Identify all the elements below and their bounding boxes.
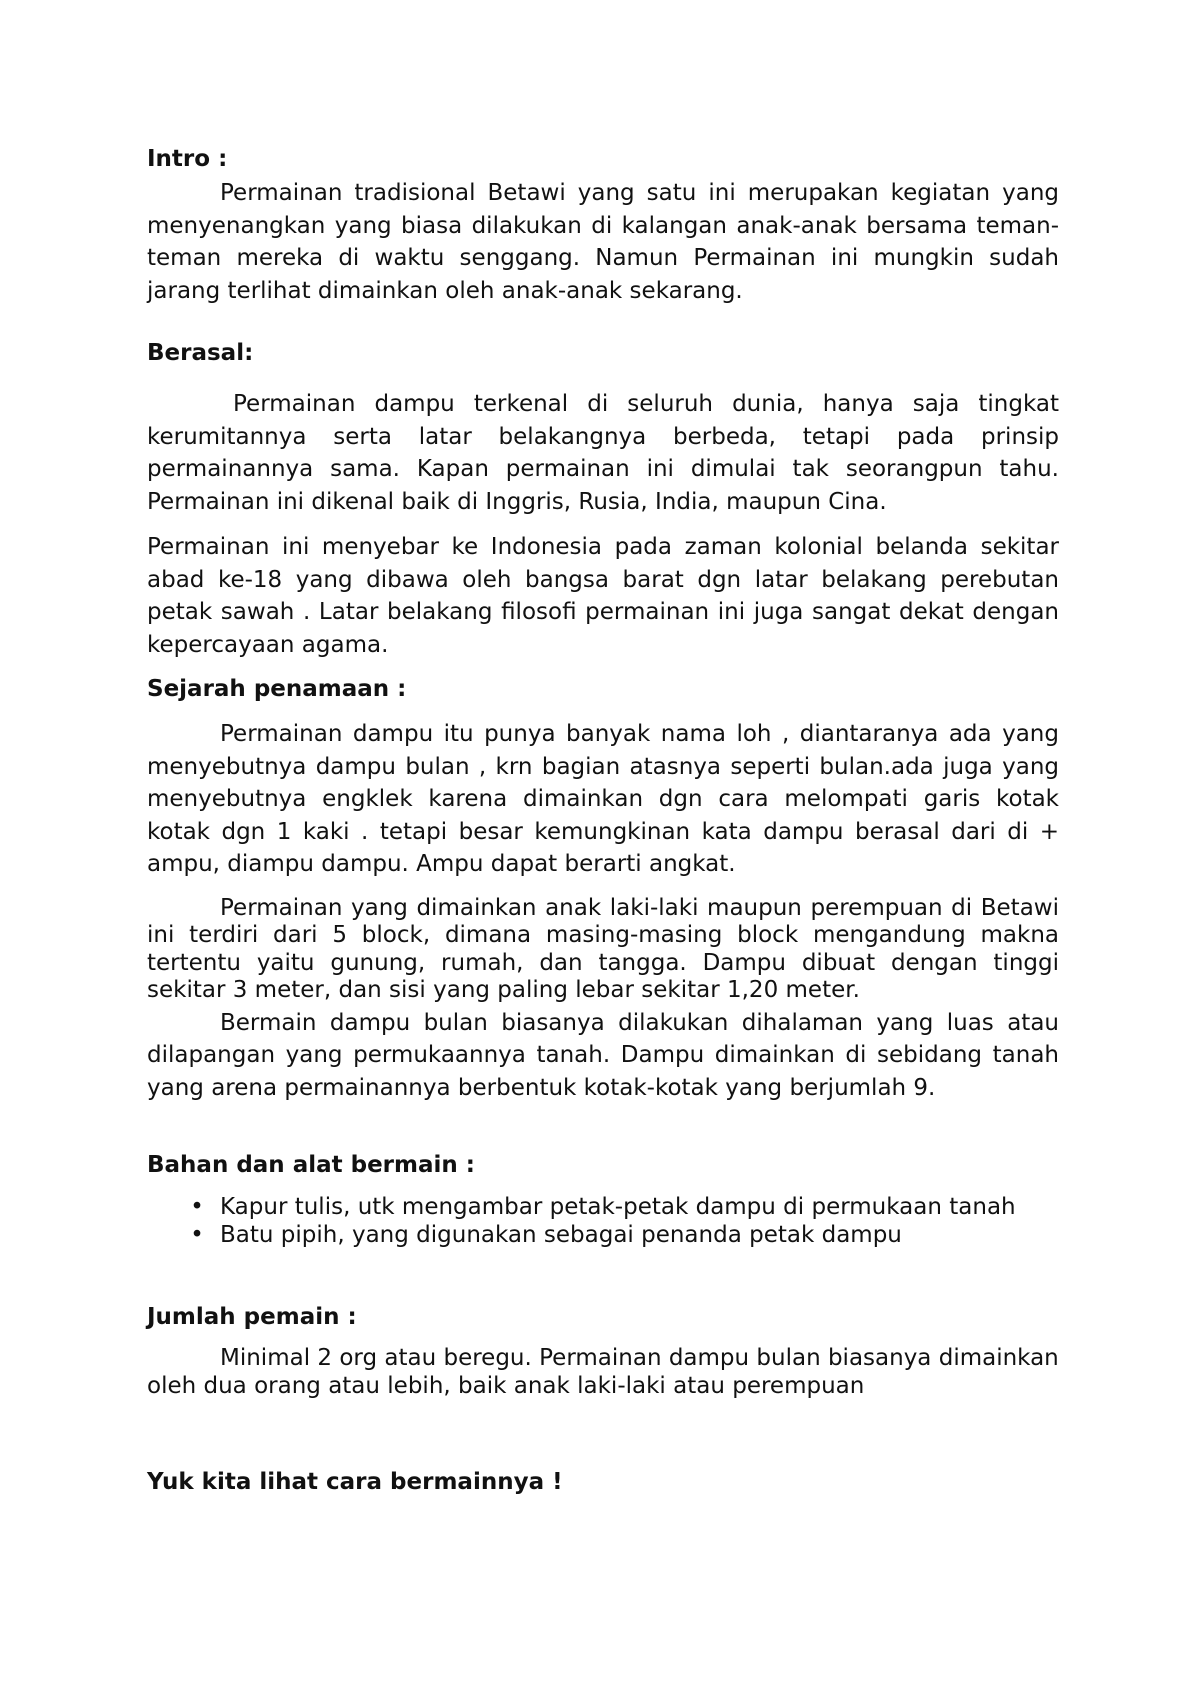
sejarah-paragraph-1: Permainan dampu itu punya banyak nama loh , diantaranya ada yang menyebutnya dampu bulan , krn bagian atasnya seperti bulan.ada juga yang menyebutnya engklek karena dimainkan dgn cara melompati garis kotak kotak dgn 1 kaki . tetapi besar kemungkinan kata dampu berasal dari di + ampu, diampu dampu. Ampu dapat berarti angkat.: [147, 721, 1059, 877]
list-item-text: Kapur tulis, utk mengambar petak-petak dampu di permukaan tanah: [220, 1194, 1016, 1220]
sejarah-paragraph-3: Bermain dampu bulan biasanya dilakukan dihalaman yang luas atau dilapangan yang permukaannya tanah. Dampu dimainkan di sebidang tanah yang arena permainannya berbentuk kotak-kotak yang berjumlah 9.: [147, 1009, 1059, 1101]
bullet-icon: •: [190, 1222, 204, 1248]
sejarah-heading: Sejarah penamaan :: [147, 676, 407, 702]
bahan-heading: Bahan dan alat bermain :: [147, 1152, 475, 1178]
jumlah-paragraph: Minimal 2 org atau beregu. Permainan dampu bulan biasanya dimainkan oleh dua orang atau lebih, baik anak laki-laki atau perempuan: [147, 1345, 1059, 1399]
list-item-text: Batu pipih, yang digunakan sebagai penanda petak dampu: [220, 1222, 902, 1248]
berasal-heading: Berasal:: [147, 340, 254, 366]
list-item: [147, 1193, 1059, 1221]
bullet-icon: •: [190, 1194, 204, 1220]
closing-heading: Yuk kita lihat cara bermainnya !: [147, 1469, 563, 1495]
bahan-list: [147, 1193, 1059, 1249]
jumlah-heading: Jumlah pemain :: [147, 1304, 357, 1330]
berasal-paragraph-2: Permainan ini menyebar ke Indonesia pada zaman kolonial belanda sekitar abad ke-18 yang dibawa oleh bangsa barat dgn latar belakang perebutan petak sawah . Latar belakang filosofi permainan ini juga sangat dekat dengan kepercayaan agama.: [147, 534, 1059, 658]
document-body: [147, 143, 1059, 1498]
list-item: [147, 1221, 1059, 1249]
sejarah-paragraph-2: Permainan yang dimainkan anak laki-laki maupun perempuan di Betawi ini terdiri dari 5 block, dimana masing-masing block mengandung makna tertentu yaitu gunung, rumah, dan tangga. Dampu dibuat dengan tinggi sekitar 3 meter, dan sisi yang paling lebar sekitar 1,20 meter.: [147, 894, 1059, 1003]
berasal-paragraph-1: Permainan dampu terkenal di seluruh dunia, hanya saja tingkat kerumitannya serta latar belakangnya berbeda, tetapi pada prinsip permainannya sama. Kapan permainan ini dimulai tak seorangpun tahu. Permainan ini dikenal baik di Inggris, Rusia, India, maupun Cina.: [147, 391, 1059, 515]
intro-heading: Intro :: [147, 146, 228, 172]
intro-paragraph: Permainan tradisional Betawi yang satu ini merupakan kegiatan yang menyenangkan yang biasa dilakukan di kalangan anak-anak bersama teman-teman mereka di waktu senggang. Namun Permainan ini mungkin sudah jarang terlihat dimainkan oleh anak-anak sekarang.: [147, 180, 1059, 304]
